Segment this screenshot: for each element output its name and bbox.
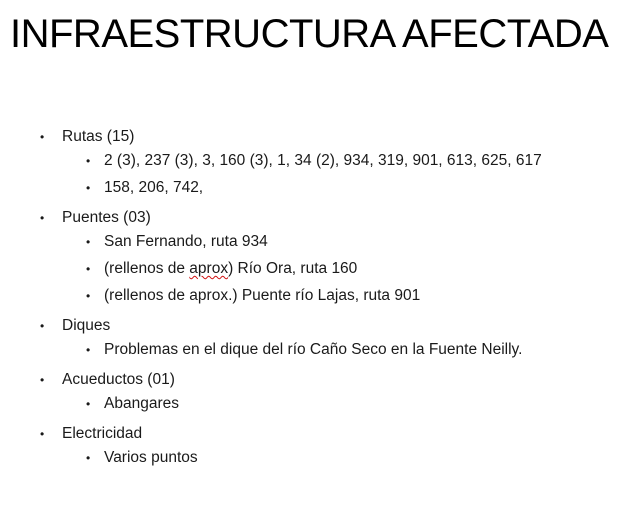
bullet-icon: • [86, 235, 91, 249]
sub-list [62, 393, 626, 415]
bullet-icon: • [86, 262, 91, 276]
bullet-icon: • [86, 451, 91, 465]
bullet-icon: • [86, 397, 91, 411]
text-suffix: ) Río Ora, ruta 160 [228, 260, 358, 277]
bullet-icon: • [40, 130, 45, 144]
sub-list-item [62, 285, 626, 307]
list-item-rutas [36, 126, 626, 199]
sub-list-item-text: San Fernando, ruta 934 [104, 233, 268, 250]
slide-title: INFRAESTRUCTURA AFECTADA [10, 12, 609, 56]
sub-list-item [62, 231, 626, 253]
sub-list-item-text: 158, 206, 742, [104, 179, 204, 196]
sub-list [62, 339, 626, 361]
bullet-icon: • [40, 427, 45, 441]
bullet-icon: • [86, 181, 91, 195]
text-prefix: (rellenos de [104, 260, 190, 277]
sub-list-item-text: 2 (3), 237 (3), 3, 160 (3), 1, 34 (2), 934, 319, 901, 613, 625, 617 [104, 152, 542, 169]
slide-content [36, 126, 626, 477]
sub-list-item [62, 393, 626, 415]
list-item-label: Puentes (03) [62, 209, 151, 226]
sub-list-item-text: Varios puntos [104, 449, 198, 466]
bullet-icon: • [86, 154, 91, 168]
bullet-icon: • [86, 289, 91, 303]
list-item-puentes [36, 207, 626, 307]
sub-list [62, 447, 626, 469]
spellcheck-flagged-word[interactable]: aprox [189, 260, 229, 277]
sub-list [62, 150, 626, 199]
sub-list-item [62, 177, 626, 199]
sub-list-item [62, 258, 626, 280]
sub-list [62, 231, 626, 307]
bullet-icon: • [40, 211, 45, 225]
sub-list-item [62, 150, 626, 172]
sub-list-item [62, 447, 626, 469]
list-item-label: Electricidad [62, 425, 143, 442]
list-item-label: Diques [62, 317, 111, 334]
sub-list-item-text [104, 260, 357, 277]
list-item-diques [36, 315, 626, 361]
list-item-acueductos [36, 369, 626, 415]
sub-list-item [62, 339, 626, 361]
list-item-label: Acueductos (01) [62, 371, 175, 388]
sub-list-item-text: Problemas en el dique del río Caño Seco en la Fuente Neilly. [104, 341, 523, 358]
sub-list-item-text: (rellenos de aprox.) Puente río Lajas, ruta 901 [104, 287, 421, 304]
list-item-electricidad [36, 423, 626, 469]
bullet-list [36, 126, 626, 469]
list-item-label: Rutas (15) [62, 128, 135, 145]
bullet-icon: • [86, 343, 91, 357]
sub-list-item-text: Abangares [104, 395, 179, 412]
bullet-icon: • [40, 373, 45, 387]
bullet-icon: • [40, 319, 45, 333]
